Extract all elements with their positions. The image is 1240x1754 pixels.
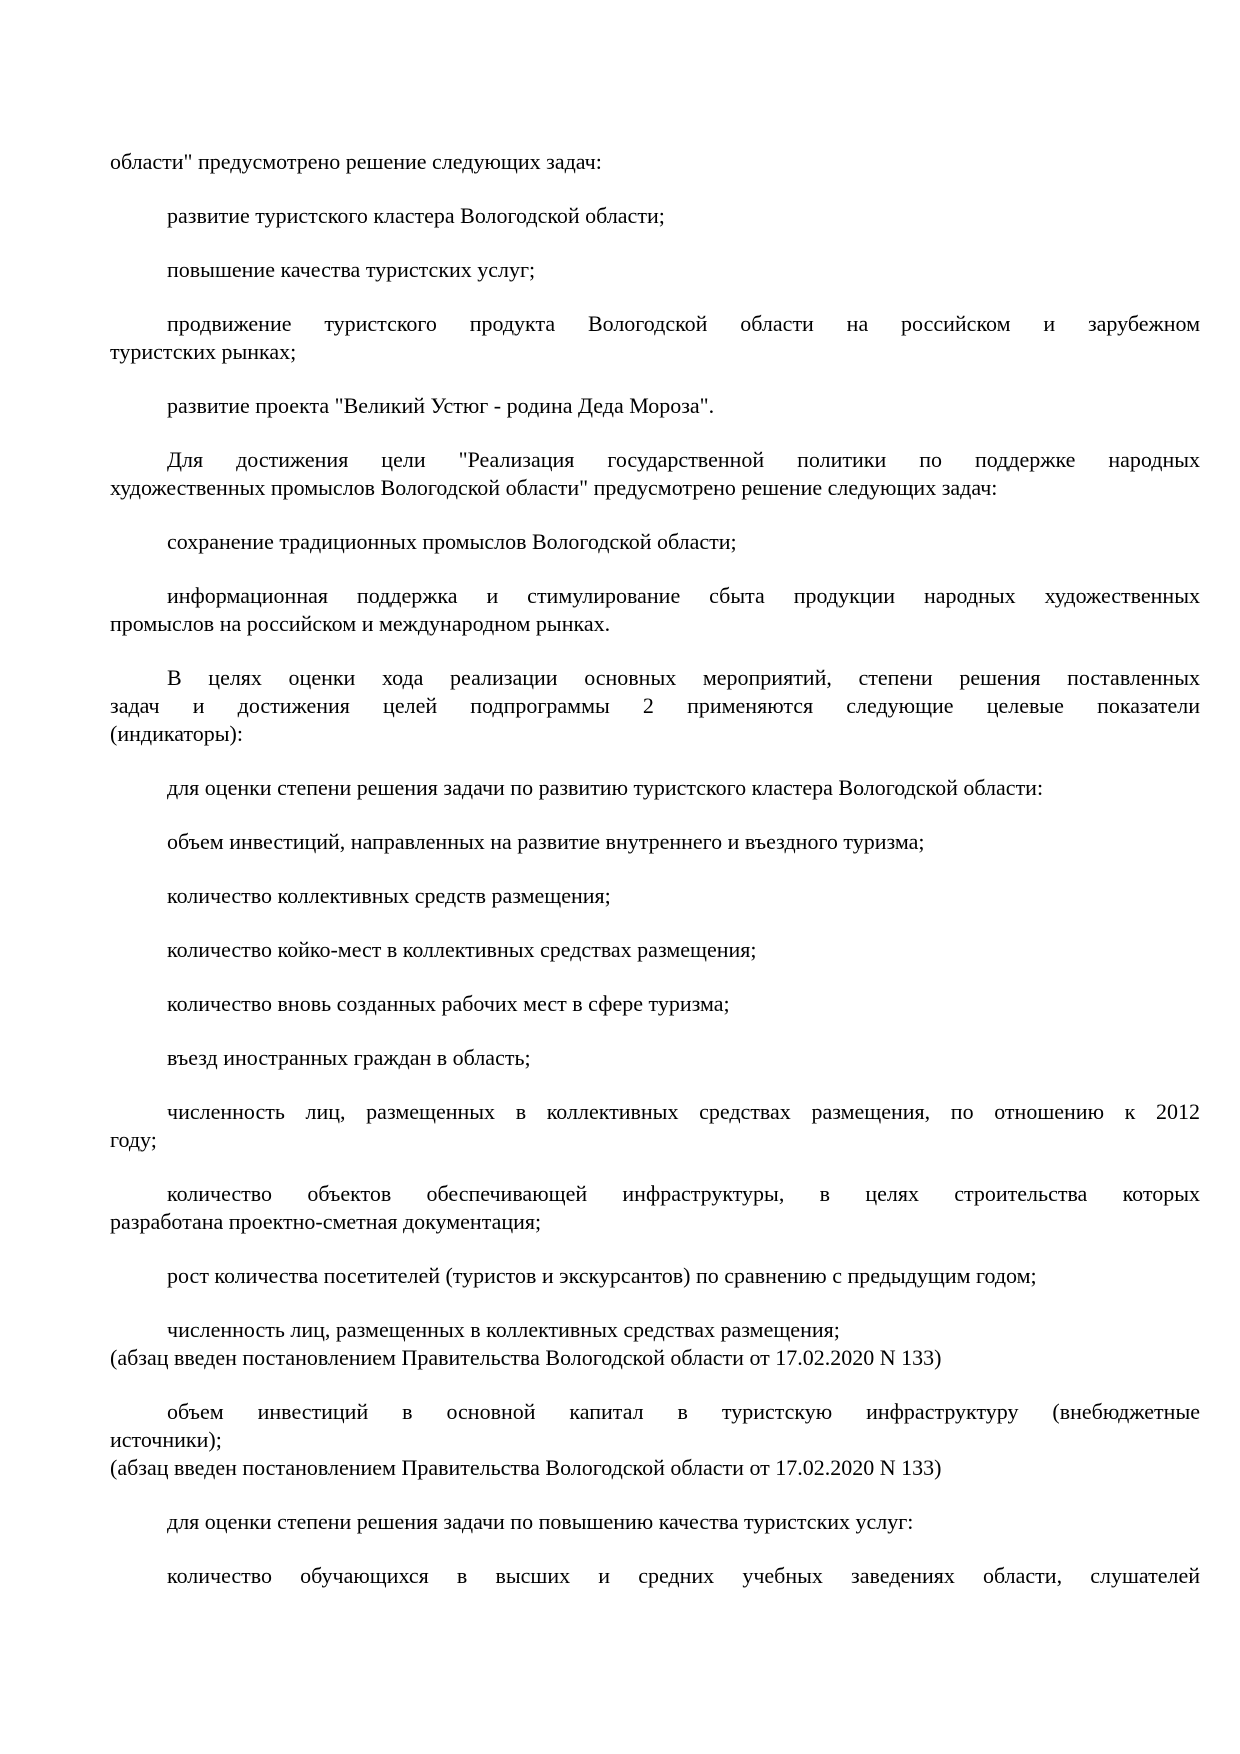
paragraph: [110, 446, 1200, 502]
paragraph: [110, 310, 1200, 366]
text-line: источники);: [110, 1427, 222, 1452]
paragraph: [110, 256, 1200, 284]
text-line: разработана проектно-сметная документация;: [110, 1209, 542, 1234]
paragraph: [110, 1180, 1200, 1236]
text-line: (абзац введен постановлением Правительства Вологодской области от 17.02.2020 N 133): [110, 1455, 942, 1480]
paragraph: [110, 774, 1200, 802]
paragraph: [110, 1508, 1200, 1536]
paragraph: [110, 148, 1200, 176]
text-line: количество койко-мест в коллективных средствах размещения;: [167, 937, 757, 962]
text-line: развитие туристского кластера Вологодской области;: [167, 203, 665, 228]
paragraph: [110, 936, 1200, 964]
paragraph: [110, 1098, 1200, 1154]
amendment-note: [110, 1344, 1200, 1372]
paragraph: [110, 882, 1200, 910]
text-line: численность лиц, размещенных в коллективных средствах размещения, по отношению к 2012: [167, 1099, 1200, 1124]
text-line: для оценки степени решения задачи по развитию туристского кластера Вологодской области:: [167, 775, 1044, 800]
paragraph: [110, 392, 1200, 420]
text-line: развитие проекта "Великий Устюг - родина Деда Мороза".: [167, 393, 715, 418]
paragraph: [110, 664, 1200, 748]
text-line: количество обучающихся в высших и средних учебных заведениях области, слушателей: [167, 1563, 1200, 1588]
text-line: информационная поддержка и стимулирование сбыта продукции народных художественных: [167, 583, 1200, 608]
text-line: (индикаторы):: [110, 721, 243, 746]
text-line: задач и достижения целей подпрограммы 2 применяются следующие целевые показатели: [110, 693, 1200, 718]
text-line: количество вновь созданных рабочих мест в сфере туризма;: [167, 991, 730, 1016]
text-line: области" предусмотрено решение следующих задач:: [110, 149, 602, 174]
text-line: промыслов на российском и международном рынках.: [110, 611, 611, 636]
paragraph: [110, 990, 1200, 1018]
text-line: продвижение туристского продукта Вологодской области на российском и зарубежном: [167, 311, 1200, 336]
text-line: году;: [110, 1127, 157, 1152]
paragraph: [110, 582, 1200, 638]
text-line: численность лиц, размещенных в коллективных средствах размещения;: [167, 1317, 840, 1342]
text-line: сохранение традиционных промыслов Вологодской области;: [167, 529, 737, 554]
text-line: объем инвестиций в основной капитал в туристскую инфраструктуру (внебюджетные: [167, 1399, 1200, 1424]
paragraph: [110, 528, 1200, 556]
text-line: (абзац введен постановлением Правительства Вологодской области от 17.02.2020 N 133): [110, 1345, 942, 1370]
text-line: художественных промыслов Вологодской области" предусмотрено решение следующих задач:: [110, 475, 998, 500]
text-line: количество коллективных средств размещения;: [167, 883, 611, 908]
paragraph: [110, 1398, 1200, 1454]
text-line: въезд иностранных граждан в область;: [167, 1045, 531, 1070]
paragraph: [110, 1316, 1200, 1344]
paragraph: [110, 1562, 1200, 1590]
text-line: Для достижения цели "Реализация государственной политики по поддержке народных: [167, 447, 1200, 472]
text-line: туристских рынках;: [110, 339, 297, 364]
paragraph: [110, 828, 1200, 856]
paragraph: [110, 202, 1200, 230]
text-line: рост количества посетителей (туристов и экскурсантов) по сравнению с предыдущим годом;: [167, 1263, 1037, 1288]
text-line: для оценки степени решения задачи по повышению качества туристских услуг:: [167, 1509, 914, 1534]
text-line: повышение качества туристских услуг;: [167, 257, 536, 282]
text-line: В целях оценки хода реализации основных мероприятий, степени решения поставленных: [167, 665, 1200, 690]
text-line: количество объектов обеспечивающей инфраструктуры, в целях строительства которых: [167, 1181, 1200, 1206]
amendment-note: [110, 1454, 1200, 1482]
paragraph: [110, 1044, 1200, 1072]
paragraph: [110, 1262, 1200, 1290]
text-line: объем инвестиций, направленных на развитие внутреннего и въездного туризма;: [167, 829, 925, 854]
